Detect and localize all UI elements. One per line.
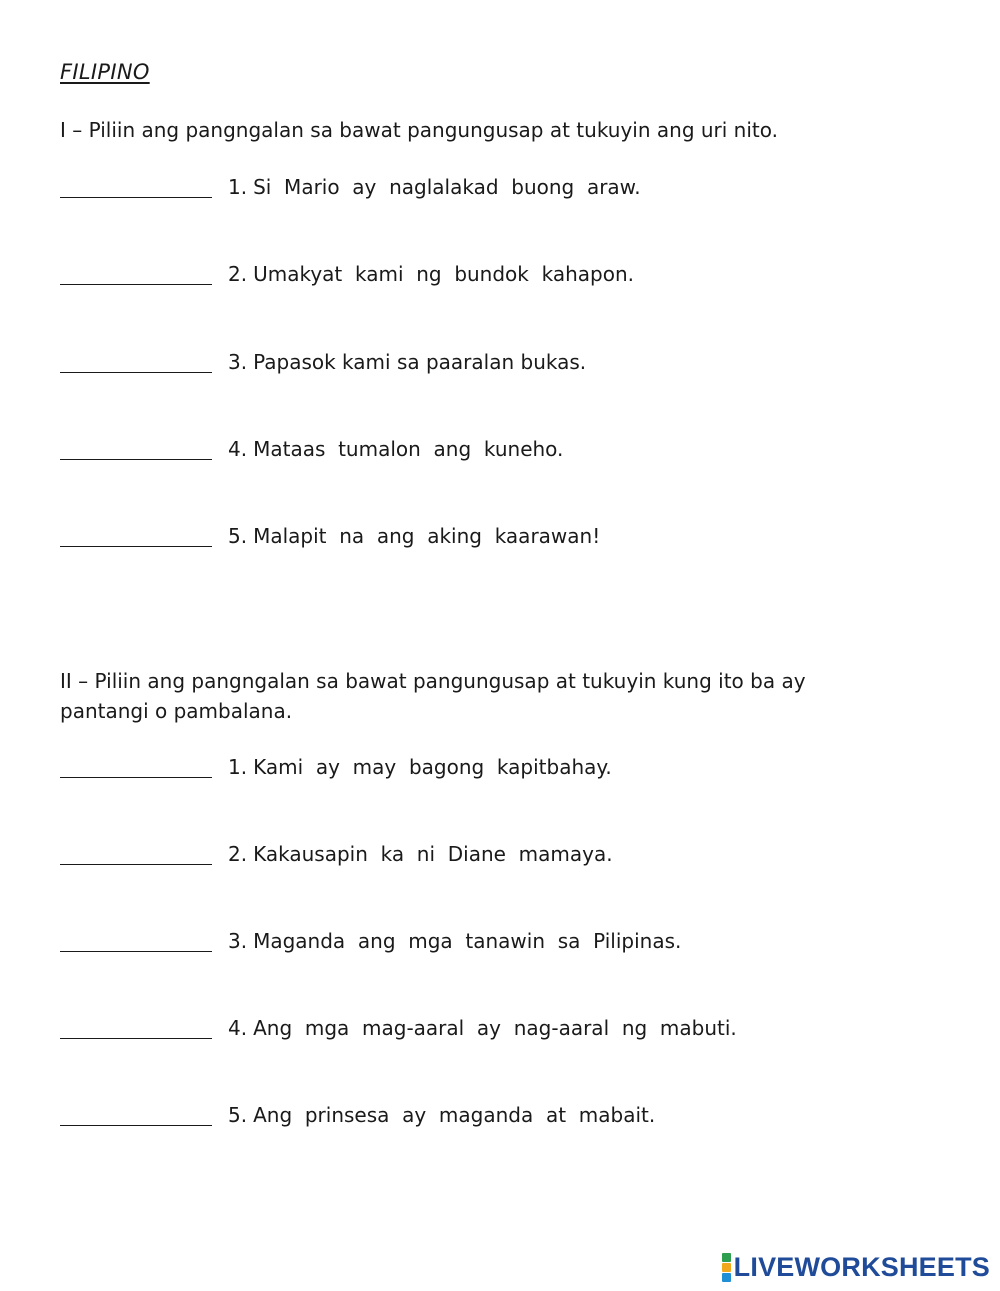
logo-text: LIVEWORKSHEETS (733, 1252, 990, 1282)
item-number: 1. (228, 175, 248, 199)
answer-blank[interactable] (60, 524, 212, 547)
item-number: 4. (228, 437, 248, 461)
logo-blocks-icon (722, 1253, 731, 1282)
section-1-instruction: I – Piliin ang pangngalan sa bawat pangungusap at tukuyin ang uri nito. (60, 118, 778, 142)
item-number: 4. (228, 1016, 248, 1040)
item-number: 2. (228, 842, 248, 866)
section-2-item (60, 1099, 655, 1129)
section-1-item (60, 258, 634, 288)
section-2-item (60, 751, 612, 781)
item-sentence: Papasok kami sa paaralan bukas. (253, 350, 587, 374)
section-2-item (60, 925, 681, 955)
answer-blank[interactable] (60, 842, 212, 865)
answer-blank[interactable] (60, 929, 212, 952)
section-2-instruction: II – Piliin ang pangngalan sa bawat pangungusap at tukuyin kung ito ba ay pantangi o pambalana. (60, 669, 806, 723)
item-sentence: Kakausapin ka ni Diane mamaya. (253, 842, 613, 866)
item-sentence: Ang mga mag-aaral ay nag-aaral ng mabuti. (253, 1016, 737, 1040)
liveworksheets-logo (722, 1252, 990, 1283)
logo-block (722, 1273, 731, 1282)
worksheet-title: FILIPINO (60, 60, 150, 84)
section-1-item (60, 520, 600, 550)
answer-blank[interactable] (60, 350, 212, 373)
section-2-item (60, 1012, 737, 1042)
answer-blank[interactable] (60, 755, 212, 778)
item-sentence: Umakyat kami ng bundok kahapon. (253, 262, 634, 286)
section-1-item (60, 346, 586, 376)
item-number: 5. (228, 524, 248, 548)
item-number: 3. (228, 929, 248, 953)
answer-blank[interactable] (60, 1103, 212, 1126)
answer-blank[interactable] (60, 175, 212, 198)
item-number: 1. (228, 755, 248, 779)
answer-blank[interactable] (60, 1016, 212, 1039)
item-sentence: Malapit na ang aking kaarawan! (253, 524, 601, 548)
logo-block (722, 1253, 731, 1262)
section-1-item (60, 171, 641, 201)
answer-blank[interactable] (60, 437, 212, 460)
section-2-item (60, 838, 613, 868)
item-sentence: Ang prinsesa ay maganda at mabait. (253, 1103, 656, 1127)
section-1-item (60, 433, 563, 463)
item-sentence: Kami ay may bagong kapitbahay. (253, 755, 612, 779)
item-sentence: Mataas tumalon ang kuneho. (253, 437, 564, 461)
item-number: 5. (228, 1103, 248, 1127)
item-number: 2. (228, 262, 248, 286)
logo-block (722, 1263, 731, 1272)
item-sentence: Si Mario ay naglalakad buong araw. (253, 175, 641, 199)
item-number: 3. (228, 350, 248, 374)
item-sentence: Maganda ang mga tanawin sa Pilipinas. (253, 929, 682, 953)
answer-blank[interactable] (60, 262, 212, 285)
